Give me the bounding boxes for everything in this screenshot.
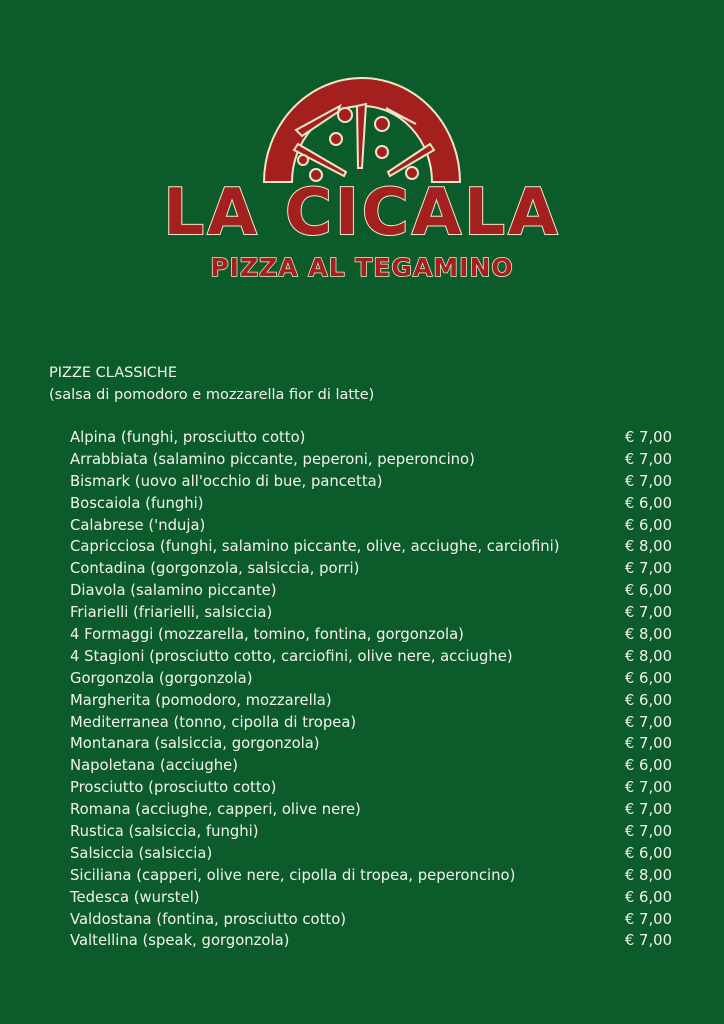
menu-item-name: Tedesca (wurstel) <box>70 888 200 906</box>
menu-item-name: Contadina (gorgonzola, salsiccia, porri) <box>70 560 360 578</box>
menu-item-price: € 7,00 <box>624 560 672 578</box>
menu-item-price: € 8,00 <box>624 538 672 556</box>
menu-item-price: € 6,00 <box>624 494 672 512</box>
menu-item-name: Arrabbiata (salamino piccante, peperoni, peperoncino) <box>70 450 475 468</box>
menu-item-price: € 7,00 <box>624 823 672 841</box>
menu-item-name: Siciliana (capperi, olive nere, cipolla di tropea, peperoncino) <box>70 866 516 884</box>
menu-item <box>70 799 672 821</box>
menu-item-name: Bismark (uovo all'occhio di bue, pancetta) <box>70 472 383 490</box>
menu-item <box>70 471 672 493</box>
menu-item-price: € 6,00 <box>624 516 672 534</box>
menu-item <box>70 712 672 734</box>
menu-item-name: Calabrese ('nduja) <box>70 516 206 534</box>
menu-section-header <box>49 362 374 406</box>
menu-item-price: € 6,00 <box>624 669 672 687</box>
section-subtitle: (salsa di pomodoro e mozzarella fior di latte) <box>49 387 375 403</box>
menu-item-name: Mediterranea (tonno, cipolla di tropea) <box>70 713 357 731</box>
menu-item <box>70 646 672 668</box>
menu-item-price: € 6,00 <box>624 757 672 775</box>
menu-item-name: Diavola (salamino piccante) <box>70 582 277 600</box>
menu-item <box>70 624 672 646</box>
menu-item <box>70 930 672 952</box>
menu-item-name: Gorgonzola (gorgonzola) <box>70 669 253 687</box>
menu-item-price: € 7,00 <box>624 779 672 797</box>
menu-item-name: Romana (acciughe, capperi, olive nere) <box>70 801 361 819</box>
menu-item-price: € 6,00 <box>624 582 672 600</box>
menu-item-price: € 8,00 <box>624 626 672 644</box>
menu-item-name: Friarielli (friarielli, salsiccia) <box>70 604 273 622</box>
menu-item-name: Alpina (funghi, prosciutto cotto) <box>70 429 306 446</box>
menu-item <box>70 733 672 755</box>
menu-item <box>70 493 672 515</box>
menu-item-price: € 7,00 <box>624 910 672 928</box>
menu-item-name: 4 Formaggi (mozzarella, tomino, fontina, gorgonzola) <box>70 626 464 644</box>
menu-item-name: Valtellina (speak, gorgonzola) <box>70 932 290 950</box>
menu-item <box>70 887 672 909</box>
menu-item <box>70 865 672 887</box>
menu-item-price: € 6,00 <box>624 691 672 709</box>
menu-item <box>70 580 672 602</box>
menu-item <box>70 558 672 580</box>
menu-item <box>70 602 672 624</box>
menu-item <box>70 427 672 449</box>
menu-item-name: Prosciutto (prosciutto cotto) <box>70 779 277 797</box>
menu-item-name: Margherita (pomodoro, mozzarella) <box>70 691 332 709</box>
menu-item-price: € 7,00 <box>624 429 672 446</box>
menu-item-name: Valdostana (fontina, prosciutto cotto) <box>70 910 347 928</box>
menu-list <box>70 427 672 952</box>
menu-item-price: € 7,00 <box>624 450 672 468</box>
menu-item <box>70 777 672 799</box>
menu-item-price: € 7,00 <box>624 801 672 819</box>
menu-item-name: Montanara (salsiccia, gorgonzola) <box>70 735 320 753</box>
menu-item <box>70 668 672 690</box>
menu-item <box>70 821 672 843</box>
menu-item <box>70 690 672 712</box>
menu-item-name: Salsiccia (salsiccia) <box>70 844 213 862</box>
brand-name: LA CICALA <box>163 176 561 250</box>
menu-item <box>70 909 672 931</box>
menu-item-name: Boscaiola (funghi) <box>70 494 204 512</box>
menu-item-price: € 6,00 <box>624 888 672 906</box>
menu-item-price: € 8,00 <box>624 647 672 665</box>
menu-item-name: Rustica (salsiccia, funghi) <box>70 823 259 841</box>
menu-item-price: € 6,00 <box>624 844 672 862</box>
section-title: PIZZE CLASSICHE <box>49 365 177 381</box>
menu-item-name: Capricciosa (funghi, salamino piccante, olive, acciughe, carciofini) <box>70 538 560 556</box>
menu-item-price: € 7,00 <box>624 713 672 731</box>
menu-item <box>70 449 672 471</box>
menu-item <box>70 515 672 537</box>
menu-item-name: 4 Stagioni (prosciutto cotto, carciofini, olive nere, acciughe) <box>70 647 513 665</box>
menu-item <box>70 843 672 865</box>
menu-item <box>70 755 672 777</box>
menu-item <box>70 536 672 558</box>
menu-item-price: € 8,00 <box>624 866 672 884</box>
menu-item-price: € 7,00 <box>624 472 672 490</box>
menu-item-price: € 7,00 <box>624 735 672 753</box>
brand-tagline: PIZZA AL TEGAMINO <box>210 253 514 282</box>
menu-item-price: € 7,00 <box>624 932 672 950</box>
menu-item-name: Napoletana (acciughe) <box>70 757 239 775</box>
menu-item-price: € 7,00 <box>624 604 672 622</box>
